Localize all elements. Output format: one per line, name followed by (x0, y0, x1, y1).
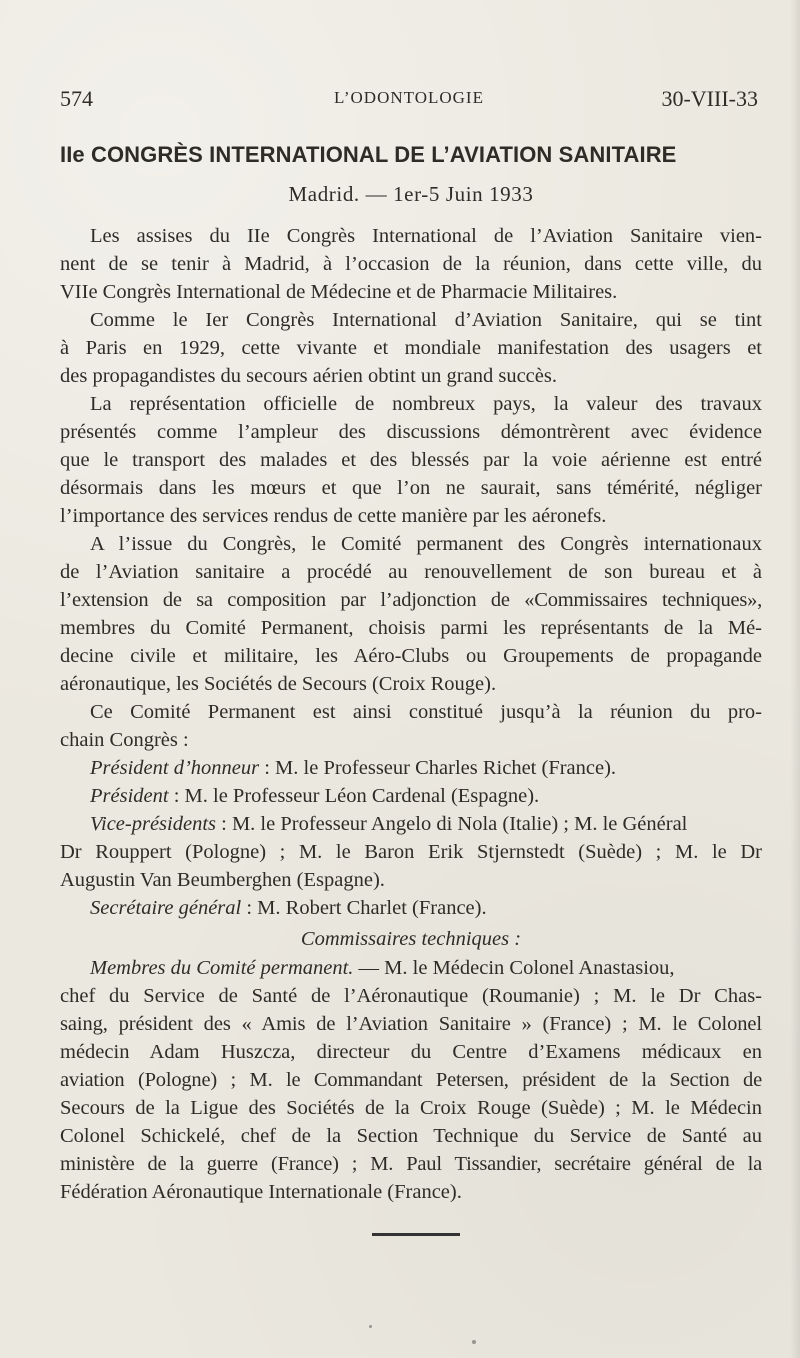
paragraph-5-line: Ce Comité Permanent est ainsi constitué jusqu’à la réunion du pro- (90, 701, 762, 723)
paragraph-5-line: chain Congrès : (60, 729, 189, 751)
technical-commissioners-heading: Commissaires techniques : (300, 928, 522, 950)
honorary-president-text: : M. le Professeur Charles Richet (France). (259, 757, 617, 779)
issue-date: 30-VIII-33 (661, 86, 758, 111)
members-line (60, 954, 762, 982)
secretary-general-line (60, 894, 762, 922)
vice-presidents-text: : M. le Professeur Angelo di Nola (Italie) ; M. le Général (216, 813, 688, 835)
paragraph-3-line: l’importance des services rendus de cette manière par les aéronefs. (60, 505, 607, 527)
paragraph-3-line: désormais dans les mœurs et que l’on ne saurait, sans témérité, négliger (60, 477, 762, 499)
members-line: Fédération Aéronautique Internationale (France). (60, 1181, 462, 1203)
secretary-general-text: : M. Robert Charlet (France). (241, 897, 487, 919)
journal-title: L’ODONTOLOGIE (334, 88, 484, 107)
members-label: Membres du Comité permanent. (90, 957, 354, 979)
members-line: chef du Service de Santé de l’Aéronautique (Roumanie) ; M. le Dr Chas- (60, 985, 762, 1007)
paragraph-2-line: Comme le Ier Congrès International d’Aviation Sanitaire, qui se tint (90, 309, 762, 331)
page-number: 574 (60, 86, 93, 111)
paragraph-4-line: decine civile et militaire, les Aéro-Clubs ou Groupements de propagande (60, 645, 762, 667)
honorary-president-label: Président d’honneur (90, 757, 260, 779)
paragraph-4-line: A l’issue du Congrès, le Comité permanent des Congrès internationaux (90, 533, 762, 555)
paragraph-4-line: membres du Comité Permanent, choisis parmi les représentants de la Mé- (60, 617, 762, 639)
paragraph-4-line: aéronautique, les Sociétés de Secours (Croix Rouge). (60, 673, 497, 695)
vice-presidents-line: Augustin Van Beumberghen (Espagne). (60, 869, 385, 891)
paragraph-1-line: VIIe Congrès International de Médecine et de Pharmacie Militaires. (60, 281, 618, 303)
paragraph-1-line: Les assises du IIe Congrès International de l’Aviation Sanitaire vien- (90, 225, 762, 247)
article-title: IIe CONGRÈS INTERNATIONAL DE L’AVIATION SANITAIRE (60, 142, 677, 167)
vice-presidents-line (60, 810, 762, 838)
paragraph-1-line: nent de se tenir à Madrid, à l’occasion de la réunion, dans cette ville, du (60, 253, 762, 275)
scan-speck (472, 1340, 476, 1344)
members-line: saing, président des « Amis de l’Aviation Sanitaire » (France) ; M. le Colonel (60, 1013, 762, 1035)
vice-presidents-line: Dr Rouppert (Pologne) ; M. le Baron Erik Stjernstedt (Suède) ; M. le Dr (60, 841, 762, 863)
vice-presidents-label: Vice-présidents (90, 813, 216, 835)
honorary-president-line (60, 754, 762, 782)
paragraph-2-line: des propagandistes du secours aérien obtint un grand succès. (60, 365, 557, 387)
secretary-general-label: Secrétaire général (90, 897, 242, 919)
paragraph-4-line: de l’Aviation sanitaire a procédé au renouvellement de son bureau et à (60, 561, 762, 583)
page-edge-shadow (790, 0, 800, 1358)
scan-speck (369, 1325, 372, 1328)
paragraph-2-line: à Paris en 1929, cette vivante et mondiale manifestation des usagers et (60, 337, 762, 359)
running-header (60, 86, 758, 116)
members-line: ministère de la guerre (France) ; M. Paul Tissandier, secrétaire général de la (60, 1153, 762, 1175)
president-line (60, 782, 762, 810)
president-text: : M. le Professeur Léon Cardenal (Espagne). (168, 785, 540, 807)
members-line: Secours de la Ligue des Sociétés de la Croix Rouge (Suède) ; M. le Médecin (60, 1097, 762, 1119)
members-line: médecin Adam Huszcza, directeur du Centre d’Examens médicaux en (60, 1041, 762, 1063)
members-line: aviation (Pologne) ; M. le Commandant Petersen, président de la Section de (60, 1069, 762, 1091)
paragraph-3-line: présentés comme l’ampleur des discussions démontrèrent avec évidence (60, 421, 762, 443)
section-divider (372, 1233, 460, 1236)
article-subtitle: Madrid. — 1er-5 Juin 1933 (288, 182, 534, 206)
paragraph-4-line: l’extension de sa composition par l’adjonction de «Commissaires techniques», (60, 589, 762, 611)
members-text: — M. le Médecin Colonel Anastasiou, (353, 957, 675, 979)
president-label: Président (90, 785, 169, 807)
paragraph-3-line: que le transport des malades et des blessés par la voie aérienne est entré (60, 449, 762, 471)
members-line: Colonel Schickelé, chef de la Section Technique du Service de Santé au (60, 1125, 762, 1147)
paragraph-3-line: La représentation officielle de nombreux pays, la valeur des travaux (90, 393, 762, 415)
